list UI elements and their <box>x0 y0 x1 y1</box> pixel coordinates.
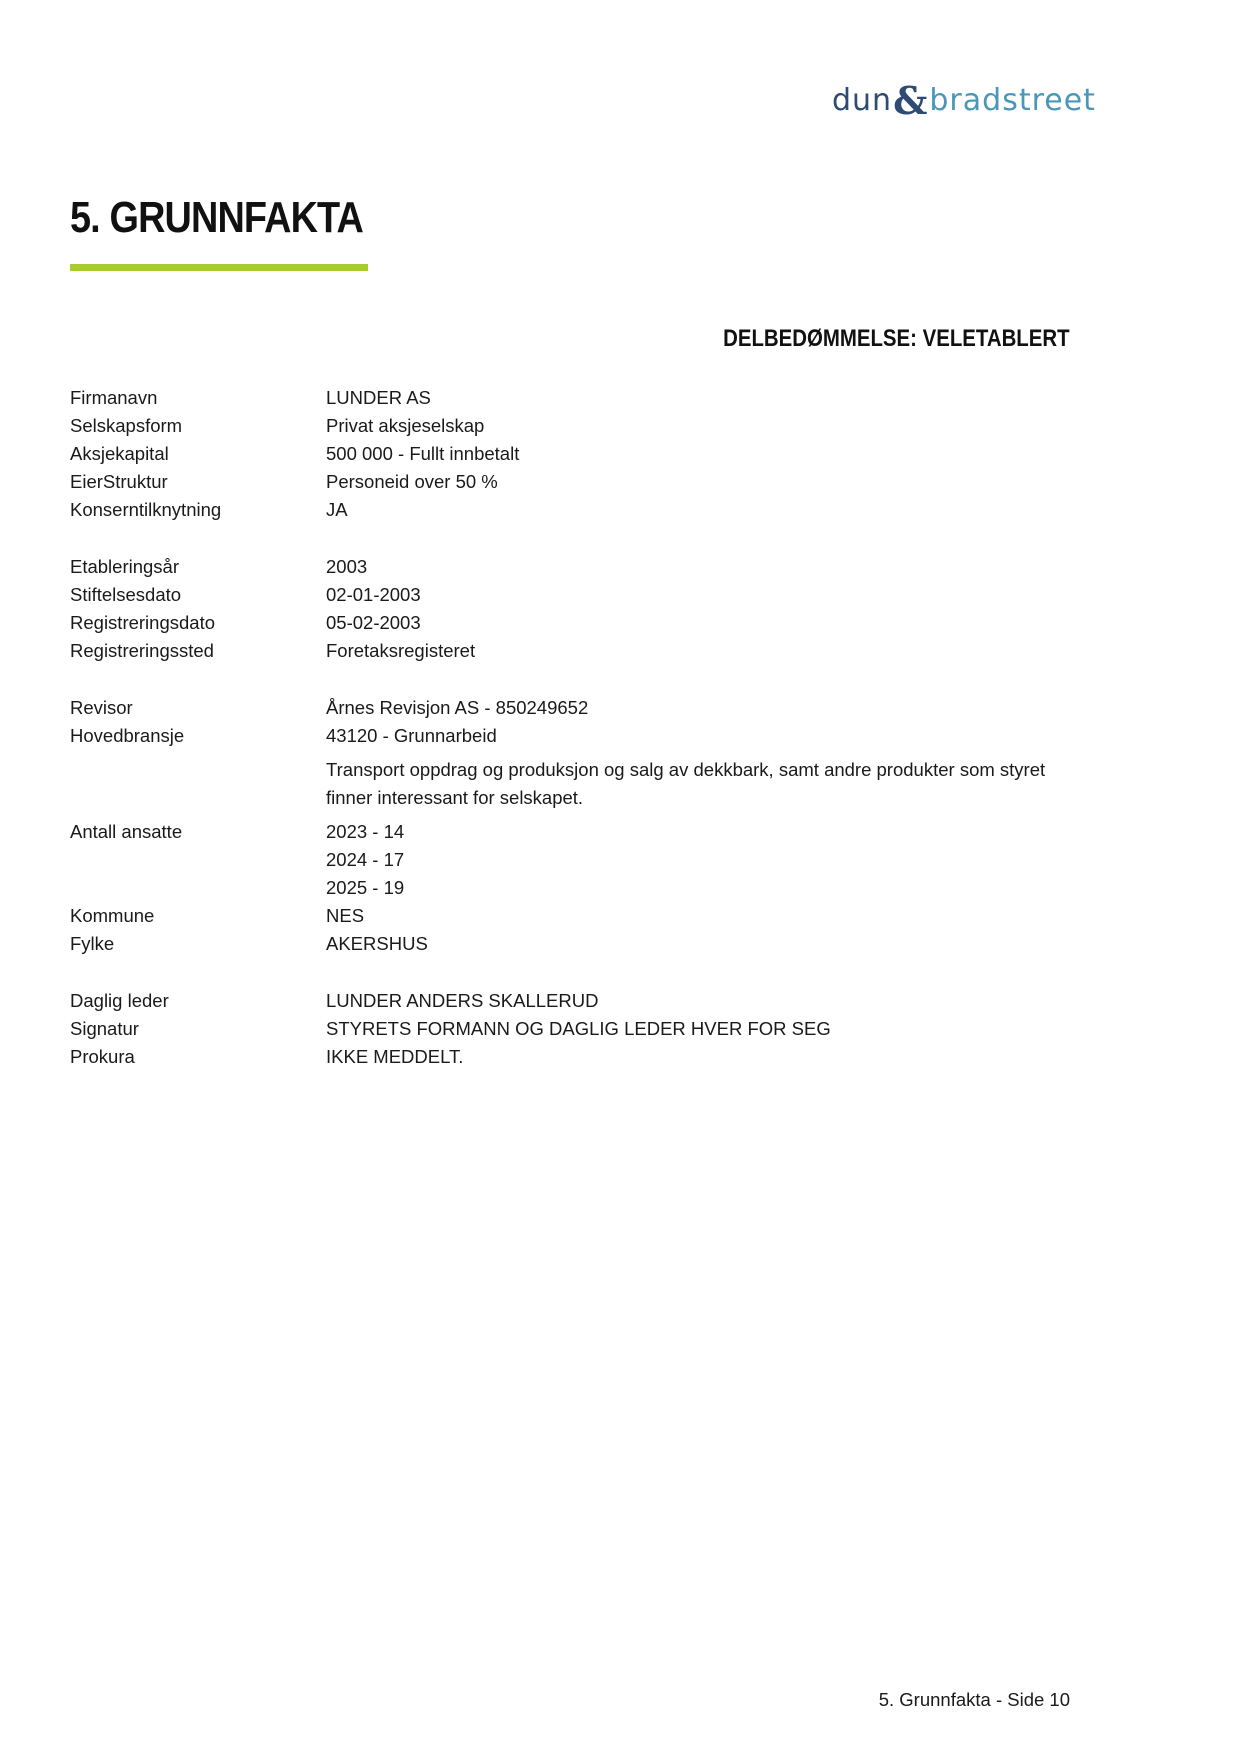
fact-label: Stiftelsesdato <box>70 584 182 605</box>
logo-text-dun: dun <box>832 82 893 118</box>
fact-label: Hovedbransje <box>70 725 185 746</box>
fact-row-hovedbransje <box>70 722 1070 750</box>
fact-row-selskapsform <box>70 412 1070 440</box>
rating-heading: DELBEDØMMELSE: VELETABLERT <box>723 325 1070 352</box>
fact-label: Firmanavn <box>70 387 158 408</box>
fact-value: STYRETS FORMANN OG DAGLIG LEDER HVER FOR SEG <box>326 1018 831 1039</box>
fact-row-revisor <box>70 694 1070 722</box>
fact-label: Aksjekapital <box>70 443 169 464</box>
fact-row-eierstruktur <box>70 468 1070 496</box>
fact-label: Signatur <box>70 1018 139 1039</box>
fact-row-registreringssted <box>70 637 1070 665</box>
fact-value: Personeid over 50 % <box>326 471 498 492</box>
fact-row-antall-ansatte-2025 <box>70 874 1070 902</box>
fact-label: Fylke <box>70 933 115 954</box>
logo-text-bradstreet: bradstreet <box>929 82 1096 118</box>
fact-value: 43120 - Grunnarbeid <box>326 725 497 746</box>
fact-label: Registreringssted <box>70 640 214 661</box>
facts-table <box>70 384 1070 1071</box>
fact-value: 500 000 - Fullt innbetalt <box>326 443 520 464</box>
fact-row-formal <box>70 750 1070 818</box>
fact-row-konserntilknytning <box>70 496 1070 524</box>
fact-row-stiftelsesdato <box>70 581 1070 609</box>
fact-value: 02-01-2003 <box>326 584 421 605</box>
title-underline <box>70 264 368 271</box>
fact-label: Kommune <box>70 905 155 926</box>
logo-ampersand: & <box>893 77 929 123</box>
fact-row-antall-ansatte-2024 <box>70 846 1070 874</box>
fact-value: 2025 - 19 <box>326 877 405 898</box>
fact-row-registreringsdato <box>70 609 1070 637</box>
fact-row-prokura <box>70 1043 1070 1071</box>
fact-value: 2003 <box>326 556 368 577</box>
fact-row-antall-ansatte <box>70 818 1070 846</box>
fact-value: IKKE MEDDELT. <box>326 1046 464 1067</box>
fact-row-fylke <box>70 930 1070 958</box>
business-purpose-text: Transport oppdrag og produksjon og salg av dekkbark, samt andre produkter som styret finner interessant for selskapet. <box>326 759 1046 808</box>
fact-label: Prokura <box>70 1046 135 1067</box>
fact-label-empty <box>70 846 326 874</box>
fact-label: Etableringsår <box>70 556 180 577</box>
fact-value: JA <box>326 499 348 520</box>
section-spacer <box>70 665 1070 694</box>
section-spacer <box>70 524 1070 553</box>
fact-row-daglig-leder <box>70 987 1070 1015</box>
fact-row-aksjekapital <box>70 440 1070 468</box>
fact-value: 2024 - 17 <box>326 849 405 870</box>
fact-label: Selskapsform <box>70 415 183 436</box>
fact-value: 05-02-2003 <box>326 612 421 633</box>
fact-value: 2023 - 14 <box>326 821 405 842</box>
fact-value: Privat aksjeselskap <box>326 415 485 436</box>
fact-value: LUNDER ANDERS SKALLERUD <box>326 990 599 1011</box>
fact-row-etableringsar <box>70 553 1070 581</box>
fact-row-kommune <box>70 902 1070 930</box>
fact-label: EierStruktur <box>70 471 168 492</box>
fact-label-empty <box>70 874 326 902</box>
fact-label: Registreringsdato <box>70 612 215 633</box>
fact-row-firmanavn <box>70 384 1070 412</box>
fact-label: Daglig leder <box>70 990 169 1011</box>
section-spacer <box>70 958 1070 987</box>
fact-label: Antall ansatte <box>70 821 183 842</box>
fact-value: LUNDER AS <box>326 387 431 408</box>
fact-value: Årnes Revisjon AS - 850249652 <box>326 697 589 718</box>
fact-value: Foretaksregisteret <box>326 640 476 661</box>
page-footer: 5. Grunnfakta - Side 10 <box>878 1689 1070 1710</box>
fact-label-empty <box>70 750 326 818</box>
fact-row-signatur <box>70 1015 1070 1043</box>
fact-value: AKERSHUS <box>326 933 428 954</box>
dun-bradstreet-logo <box>832 78 1096 122</box>
fact-label: Revisor <box>70 697 133 718</box>
fact-label: Konserntilknytning <box>70 499 222 520</box>
fact-value: NES <box>326 905 365 926</box>
page-title: 5. GRUNNFAKTA <box>70 193 363 242</box>
